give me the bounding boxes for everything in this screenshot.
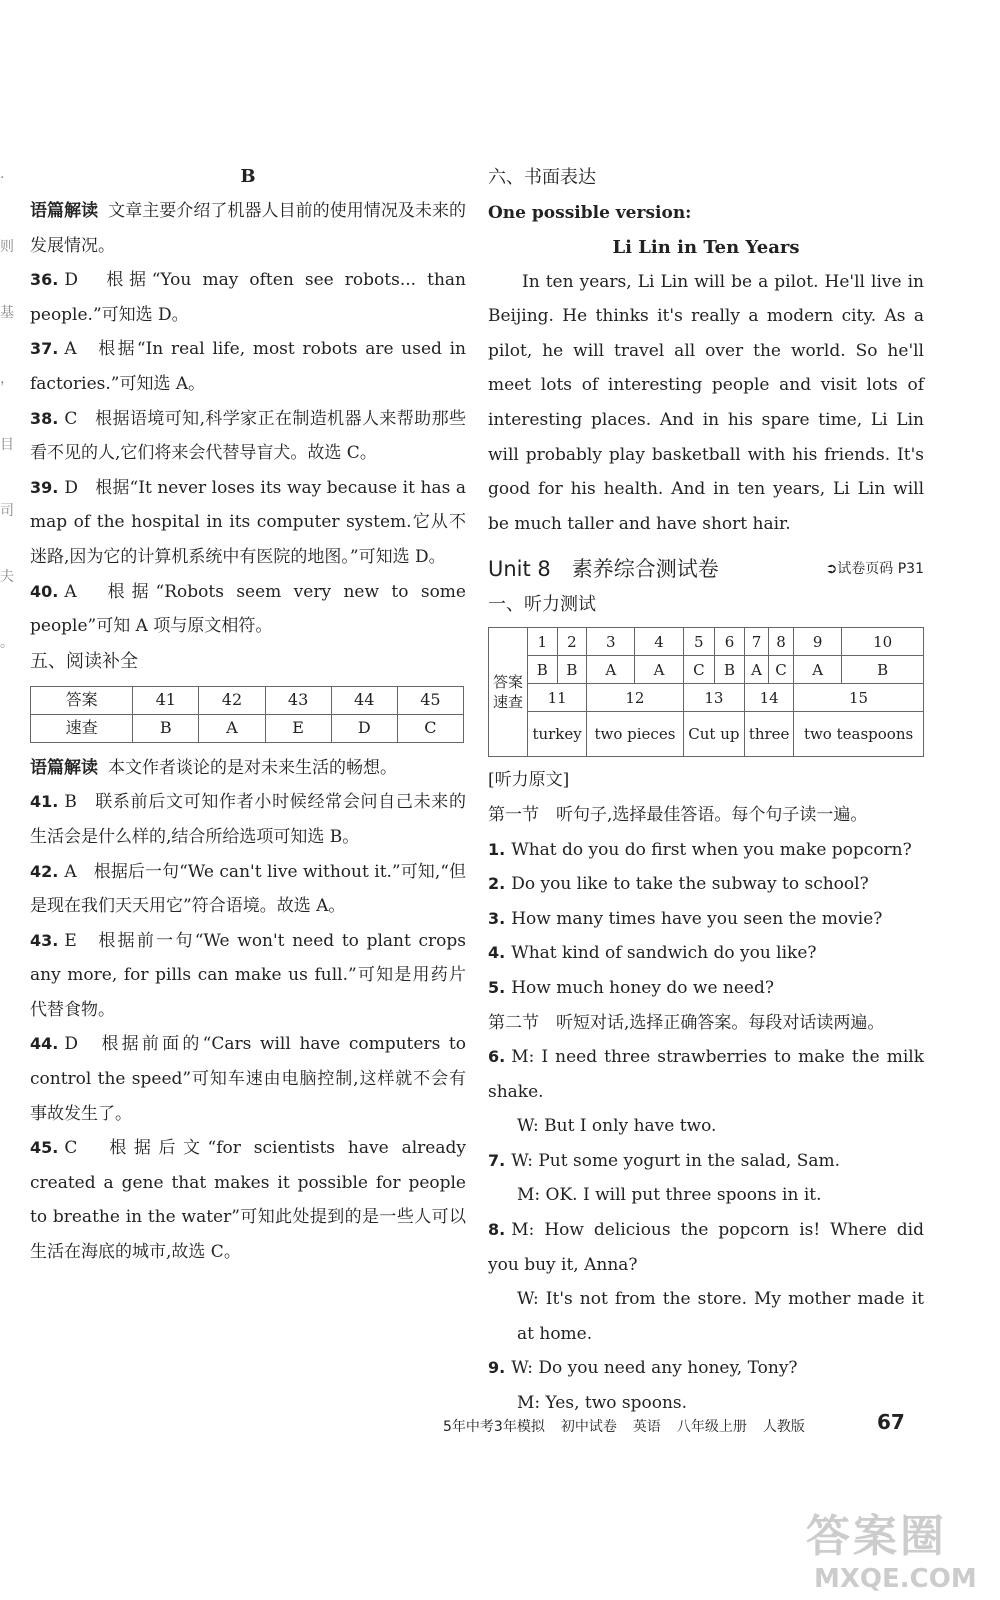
edge-char: 基 [0,305,14,321]
table-cell: A [794,656,842,684]
answer-item-39: 39. D 根据“It never loses its way because it has a map of the hospital in its computer system.它从不迷路,因为它的计算机系统中有医院的地图。”可知选 D。 [30,477,466,567]
unit-header [488,549,924,587]
answer-item-44: 44. D 根据前面的“Cars will have computers to control the speed”可知车速由电脑控制,这样就不会有事故发生了。 [30,1034,466,1124]
table-cell: D [331,714,397,742]
answer-item-43: 43. E 根据前一句“We won't need to plant crops any more, for pills can make us full.”可知是用药片代替食物。 [30,930,466,1020]
dialogue-6-line-1: 6. M: I need three strawberries to make the milk shake. [488,1047,924,1102]
table-head: 答案 [31,686,133,714]
table-cell: A [587,656,635,684]
edge-char: 。 [0,635,14,651]
answer-item-40: 40. A 根据“Robots seem very new to some people”可知 A 项与原文相符。 [30,581,466,637]
edge-char: · [0,170,5,186]
table-cell: A [199,714,265,742]
part1-title: 第一节 听句子,选择最佳答语。每个句子读一遍。 [488,804,868,825]
table-cell: 15 [794,684,924,712]
right-column [488,160,924,1421]
table-cell: 5 [683,628,714,656]
table-cell: 45 [397,686,463,714]
essay-text: In ten years, Li Lin will be a pilot. He'll live in Beijing. He thinks it's really a modern city. As a pilot, he will travel all over the world. So he'll meet lots of interesting people and visit lots of interesting places. And in his spare time, Li Lin will probably play basketball with his friends. It's good for his health. And in ten years, Li Lin will be much taller and have short hair. [488,271,924,534]
page-footer [443,1416,883,1436]
table-cell: B [557,656,587,684]
answer-item-41: 41. B 联系前后文可知作者小时候经常会问自己未来的生活会是什么样的,结合所给选项可知选 B。 [30,792,466,847]
version-label: One possible version: [488,203,692,223]
footer-subject: 英语 [632,1419,661,1435]
transcript-title: [听力原文] [488,770,570,791]
edge-char: 目 [0,437,14,453]
dialogue-7-line-2: M: OK. I will put three spoons in it. [517,1185,822,1206]
essay-title: Li Lin in Ten Years [612,236,800,258]
table-cell: 12 [587,684,683,712]
edge-char: 夫 [0,569,14,585]
listening-item-4: 4. What kind of sandwich do you like? [488,943,817,964]
listening-item-5: 5. How much honey do we need? [488,977,774,998]
table-cell: 14 [745,684,794,712]
dialogue-8-line-1: 8. M: How delicious the popcorn is! Where did you buy it, Anna? [488,1220,924,1275]
table-cell: 11 [528,684,587,712]
table-cell: two pieces [587,712,683,757]
table-cell: 8 [768,628,793,656]
table-cell: B [714,656,744,684]
footer-series: 5年中考3年模拟 [443,1419,545,1435]
dialogue-8-line-2: W: It's not from the store. My mother made it at home. [517,1289,924,1344]
table-cell: Cut up [683,712,744,757]
left-edge-text [0,170,14,698]
part2-title: 第二节 听短对话,选择正确答案。每段对话读两遍。 [488,1012,885,1033]
table-cell: 4 [635,628,683,656]
dialogue-6-line-2: W: But I only have two. [517,1116,717,1137]
watermark-text-bottom: MXQE.COM [814,1564,977,1594]
table-cell: turkey [528,712,587,757]
answer-table-5 [30,686,464,743]
table-cell: three [745,712,794,757]
dialogue-9-line-2: M: Yes, two spoons. [517,1393,688,1414]
table-cell: B [528,656,558,684]
table-cell: A [635,656,683,684]
answer-item-45: 45. C 根据后文“for scientists have already created a gene that makes it possible for people to breathe in the water”可知此处提到的是一些人可以生活在海底的城市,故选 C。 [30,1138,466,1263]
table-cell: E [265,714,331,742]
table-cell: A [745,656,769,684]
answer-item-37: 37. A 根据“In real life, most robots are used in factories.”可知选 A。 [30,339,466,394]
table-cell: C [397,714,463,742]
watermark-text-top: 答案圈 [806,1511,947,1562]
edge-char: ， [0,371,14,387]
table-cell: 9 [794,628,842,656]
table-head: 速查 [31,714,133,742]
left-column [30,160,466,1270]
table-cell: C [768,656,793,684]
table-cell: 2 [557,628,587,656]
answer-item-38: 38. C 根据语境可知,科学家正在制造机器人来帮助那些看不见的人,它们将来会代替导盲犬。故选 C。 [30,408,466,464]
section-5-title: 五、阅读补全 [30,650,138,672]
table-cell: 41 [133,686,199,714]
listening-item-3: 3. How many times have you seen the movie? [488,908,883,929]
footer-edition: 人教版 [762,1419,805,1435]
table-cell: B [842,656,924,684]
footer-kind: 初中试卷 [560,1419,617,1435]
listening-title: 一、听力测试 [488,594,596,616]
table-cell: 1 [528,628,558,656]
table-cell: 44 [331,686,397,714]
dialogue-7-line-1: 7. W: Put some yogurt in the salad, Sam. [488,1150,841,1171]
table-cell: 3 [587,628,635,656]
table-cell: 42 [199,686,265,714]
page-number: 67 [877,1410,905,1434]
table-cell: 6 [714,628,744,656]
table-cell: B [133,714,199,742]
edge-char: 司 [0,503,14,519]
answer-table-8 [488,627,924,757]
watermark [806,1500,977,1594]
table-cell: 13 [683,684,744,712]
table-head: 答案 速查 [489,628,528,757]
table-cell: 10 [842,628,924,656]
table-cell: 7 [745,628,769,656]
table-cell: 43 [265,686,331,714]
table-cell: two teaspoons [794,712,924,757]
dialogue-9-line-1: 9. W: Do you need any honey, Tony? [488,1358,798,1379]
answer-item-42: 42. A 根据后一句“We can't live without it.”可知,“但是现在我们天天用它”符合语境。故选 A。 [30,861,466,917]
section-6-title: 六、书面表达 [488,167,596,188]
passage-summary-5: 语篇解读 本文作者谈论的是对未来生活的畅想。 [30,757,397,778]
footer-grade: 八年级上册 [676,1419,747,1435]
edge-char: 则 [0,239,14,255]
answer-item-36: 36. D 根据“You may often see robots... than people.”可知选 D。 [30,270,466,325]
unit-title: Unit 8 素养综合测试卷 [488,557,719,582]
table-cell: C [683,656,714,684]
passage-summary-b: 语篇解读 文章主要介绍了机器人目前的使用情况及未来的发展情况。 [30,201,467,256]
section-b-heading: B [240,166,256,187]
listening-item-2: 2. Do you like to take the subway to school? [488,874,869,895]
paper-page-ref: ➲试卷页码 P31 [825,561,924,578]
listening-item-1: 1. What do you do first when you make popcorn? [488,839,912,860]
